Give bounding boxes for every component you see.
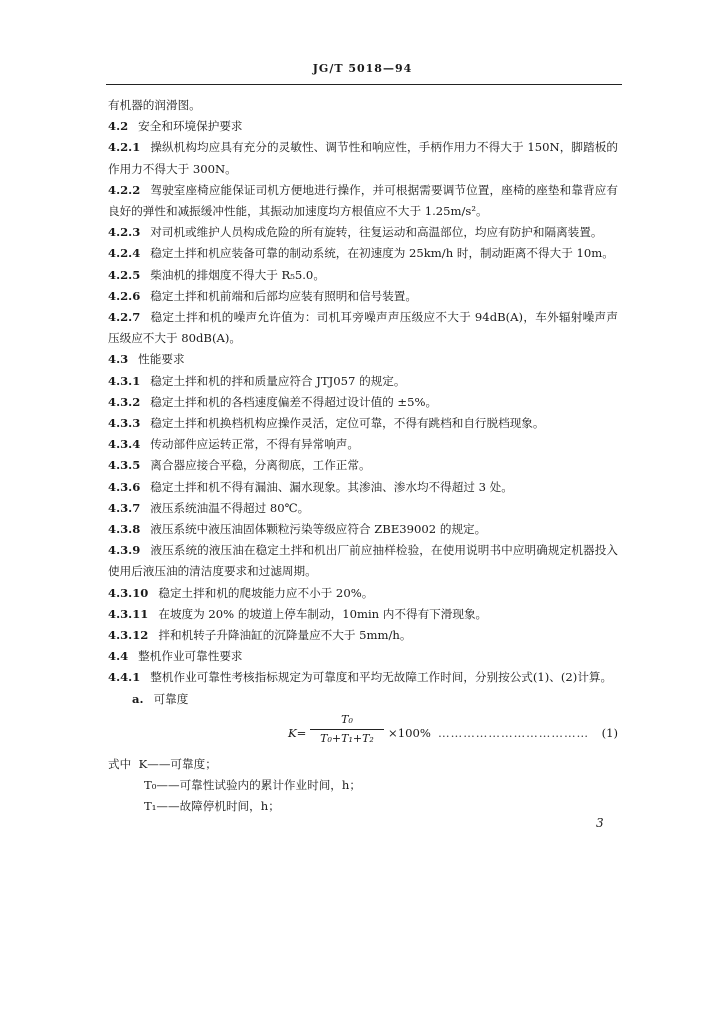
clause-text: 稳定土拌和机前端和后部均应装有照明和信号装置。 (150, 288, 417, 303)
clause-number: 4.2.3 (108, 225, 141, 240)
clause-text: 传动部件应运转正常，不得有异常响声。 (150, 437, 359, 452)
section-number: 4.2 (108, 119, 129, 134)
clause-number: 4.3.12 (108, 628, 149, 643)
clause-4-3-11 (108, 604, 618, 625)
where-t0: T₀——可靠性试验内的累计作业时间，h； (144, 778, 361, 793)
clause-4-3-1 (108, 371, 618, 392)
standard-code-header: JG/T 5018—94 (312, 62, 413, 75)
item-text: 可靠度 (153, 691, 189, 706)
clause-number: 4.3.10 (108, 585, 149, 600)
formula-lhs: K= (288, 725, 307, 740)
clause-4-3-5 (108, 455, 618, 476)
clause-text: 离合器应接合平稳，分离彻底，工作正常。 (150, 458, 371, 473)
header-rule (106, 84, 622, 85)
clause-text: 稳定土拌和机的各档速度偏差不得超过设计值的 ±5%。 (150, 394, 438, 409)
formula-fraction (310, 712, 384, 747)
section-4-3 (108, 349, 618, 370)
clause-4-4-1 (108, 667, 618, 688)
clause-number: 4.3.2 (108, 394, 141, 409)
clause-number: 4.3.9 (108, 543, 141, 558)
clause-text: 稳定土拌和机的噪声允许值为：司机耳旁噪声声压级应不大于 94dB(A)，车外辐射噪声声压级应不大于 80dB(A)。 (108, 310, 618, 346)
document-body (108, 95, 618, 818)
section-4-4 (108, 646, 618, 667)
clause-4-3-4 (108, 434, 618, 455)
clause-4-2-4 (108, 243, 618, 264)
clause-text: 稳定土拌和机的拌和质量应符合 JTJ057 的规定。 (150, 373, 406, 388)
clause-number: 4.3.1 (108, 373, 141, 388)
section-number: 4.4 (108, 649, 129, 664)
clause-number: 4.2.7 (108, 310, 141, 325)
clause-4-2-2 (108, 180, 618, 222)
clause-text: 稳定土拌和机应装备可靠的制动系统，在初速度为 25km/h 时，制动距离不得大于 10m。 (150, 246, 614, 261)
clause-number: 4.3.8 (108, 522, 141, 537)
clause-4-3-7 (108, 498, 618, 519)
clause-4-2-5 (108, 265, 618, 286)
section-title: 安全和环境保护要求 (138, 119, 243, 134)
clause-4-3-3 (108, 413, 618, 434)
clause-number: 4.4.1 (108, 670, 141, 685)
section-4-2 (108, 116, 618, 137)
formula-numerator: T₀ (341, 712, 353, 726)
page-number: 3 (596, 816, 604, 830)
clause-text: 柴油机的排烟度不得大于 R₅5.0。 (150, 267, 325, 282)
clause-text: 拌和机转子升降油缸的沉降量应不大于 5mm/h。 (158, 628, 412, 643)
clause-number: 4.2.6 (108, 288, 141, 303)
section-title: 整机作业可靠性要求 (138, 649, 243, 664)
clause-number: 4.3.3 (108, 416, 141, 431)
where-k (108, 754, 618, 775)
clause-number: 4.3.11 (108, 606, 149, 621)
item-label: a. (132, 691, 144, 706)
clause-text: 稳定土拌和机不得有漏油、漏水现象。其渗油、渗水均不得超过 3 处。 (150, 479, 513, 494)
clause-number: 4.3.4 (108, 437, 141, 452)
clause-number: 4.2.2 (108, 182, 141, 197)
clause-number: 4.2.5 (108, 267, 141, 282)
reliability-formula (108, 712, 618, 752)
clause-4-2-3 (108, 222, 618, 243)
clause-text: 整机作业可靠性考核指标规定为可靠度和平均无故障工作时间，分别按公式(1)、(2)计算。 (150, 670, 613, 685)
clause-text: 在坡度为 20% 的坡道上停车制动，10min 内不得有下滑现象。 (158, 606, 488, 621)
clause-number: 4.3.5 (108, 458, 141, 473)
clause-4-2-7 (108, 307, 618, 349)
clause-4-2-1 (108, 137, 618, 179)
formula-rhs: ×100% (388, 725, 431, 740)
clause-4-3-10 (108, 583, 618, 604)
clause-text: 液压系统中液压油固体颗粒污染等级应符合 ZBE39002 的规定。 (150, 522, 487, 537)
formula-denominator: T₀+T₁+T₂ (320, 731, 374, 745)
clause-4-2-6 (108, 286, 618, 307)
clause-number: 4.3.6 (108, 479, 141, 494)
clause-4-3-12 (108, 625, 618, 646)
clause-text: 对司机或维护人员构成危险的所有旋转，往复运动和高温部位，均应有防护和隔离装置。 (150, 225, 603, 240)
clause-text: 稳定土拌和机的爬坡能力应不小于 20%。 (158, 585, 374, 600)
clause-text: 液压系统的液压油在稳定土拌和机出厂前应抽样检验，在使用说明书中应明确规定机器投入使用后液压油的清洁度要求和过滤周期。 (108, 543, 618, 579)
item-a (108, 689, 618, 710)
clause-number: 4.2.1 (108, 140, 141, 155)
fraction-bar (310, 729, 384, 730)
continuation-line: 有机器的润滑图。 (108, 98, 201, 112)
clause-text: 液压系统油温不得超过 80℃。 (150, 500, 310, 515)
section-number: 4.3 (108, 352, 129, 367)
section-title: 性能要求 (138, 352, 185, 367)
where-intro: 式中 (108, 756, 132, 771)
clause-text: 稳定土拌和机换档机构应操作灵活，定位可靠，不得有跳档和自行脱档现象。 (150, 416, 545, 431)
clause-4-3-8 (108, 519, 618, 540)
clause-4-3-6 (108, 477, 618, 498)
clause-text: 操纵机构均应具有充分的灵敏性、调节性和响应性，手柄作用力不得大于 150N，脚踏板的作用力不得大于 300N。 (108, 140, 618, 176)
formula-leader-dots: ……………………………… (438, 725, 590, 740)
equation-number: (1) (601, 725, 618, 740)
clause-text: 驾驶室座椅应能保证司机方便地进行操作，并可根据需要调节位置，座椅的座垫和靠背应有良好的弹性和减振缓冲性能，其振动加速度均方根值应不大于 1.25m/s²。 (108, 182, 618, 219)
where-k-definition: K——可靠度； (138, 756, 217, 771)
clause-4-3-9 (108, 540, 618, 582)
where-t1: T₁——故障停机时间，h； (144, 799, 280, 814)
clause-number: 4.3.7 (108, 500, 141, 515)
clause-4-3-2 (108, 392, 618, 413)
clause-number: 4.2.4 (108, 246, 141, 261)
